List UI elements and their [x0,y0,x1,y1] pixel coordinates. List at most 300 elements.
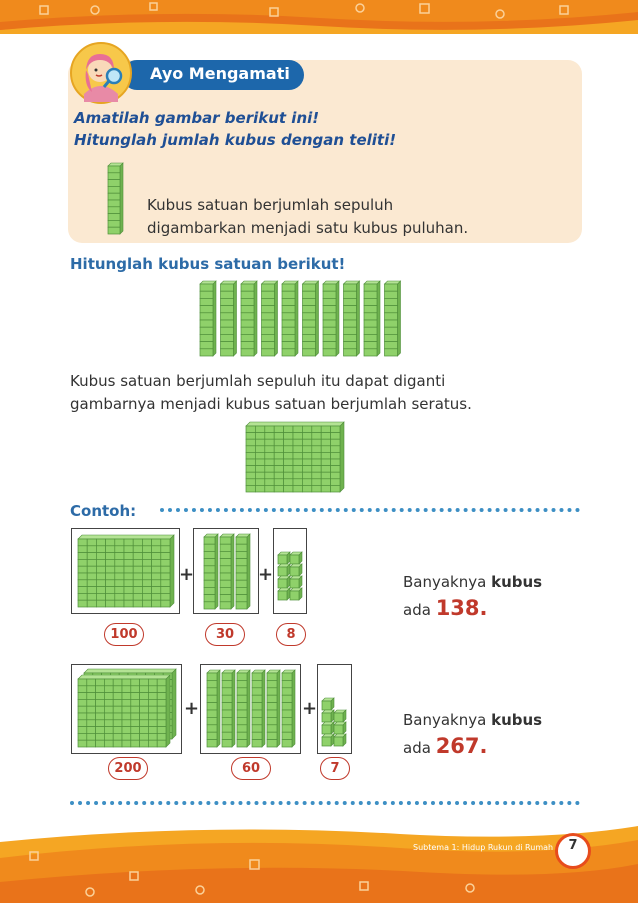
rod-top-face [323,281,339,284]
unit-cube [106,539,115,546]
unit-cube [221,327,234,334]
unit-cube [282,680,292,687]
unit-cube [131,727,140,734]
unit-cube [312,452,321,459]
unit-cube [148,693,157,700]
unit-cube [321,472,330,479]
unit-cube [321,446,330,453]
tens-card [193,528,259,614]
unit-cube [246,439,255,446]
unit-cube [104,720,113,727]
unit-cube [385,291,398,298]
unit-cube [87,566,96,573]
unit-cube [267,740,277,747]
unit-cube [323,327,336,334]
unit-cube [255,433,264,440]
unit-cube [385,349,398,356]
unit-cube [140,693,149,700]
unit-cube [142,573,151,580]
unit-cube [344,291,357,298]
dotted-divider [160,508,580,512]
rod-side-face [295,281,298,356]
unit-cube [290,567,299,576]
flat-top-face [78,535,174,539]
unit-cube [282,695,292,702]
unit-cube [265,485,274,492]
unit-cube [113,706,122,713]
unit-cube [255,426,264,433]
unit-cube [331,452,340,459]
unit-cube [131,740,140,747]
unit-cube [207,703,217,710]
unit-cube [237,732,247,739]
rod-side-face [234,281,237,356]
ten-rod-illustration [106,162,126,236]
unit-cube [113,713,122,720]
unit-cube [78,727,87,734]
unit-cube [115,539,124,546]
unit-cube [207,740,217,747]
unit-cube [265,439,274,446]
unit-cube [113,727,122,734]
unit-cube [140,679,149,686]
unit-cube [303,342,316,349]
unit-cube [344,334,357,341]
unit-cube [222,703,232,710]
plus-sign: + [184,698,200,719]
unit-cube [148,679,157,686]
unit-cube [302,479,311,486]
rod-side-face [292,670,295,747]
unit-cube [252,717,262,724]
unit-cube [133,546,142,553]
unit-cube [157,713,166,720]
unit-cube [220,580,231,587]
unit-cube [207,710,217,717]
unit-cube [312,446,321,453]
unit-cube [148,713,157,720]
rod-top-face [364,281,380,284]
unit-cube [274,485,283,492]
unit-cube [87,720,96,727]
unit-cube [331,459,340,466]
top-decorative-band [0,0,638,34]
unit-cube [303,327,316,334]
unit-cube [200,284,213,291]
rod-note-line-2: digambarkan menjadi satu kubus puluhan. [147,219,469,237]
unit-cube [131,699,140,706]
unit-cube [302,485,311,492]
rod-side-face [215,534,218,609]
result-line-2: ada 267. [403,734,488,758]
unit-cube [96,580,105,587]
unit-cube [140,713,149,720]
unit-cube [207,673,217,680]
rod-side-face [232,670,235,747]
unit-cube [222,680,232,687]
unit-cube [282,313,295,320]
unit-cube [290,579,299,588]
unit-cube [267,703,277,710]
unit-cube [131,686,140,693]
unit-cube [282,703,292,710]
hundreds-card [71,528,180,614]
unit-cube [262,284,275,291]
unit-cube [237,673,247,680]
result-line-1: Banyaknya kubus [403,711,543,729]
rod-side-face [398,281,401,356]
unit-cube [312,426,321,433]
unit-cube [161,566,170,573]
unit-cube [364,298,377,305]
rod-side-face [217,670,220,747]
unit-cube [204,573,215,580]
unit-cube [221,320,234,327]
rod-side-face [247,534,250,609]
unit-cube [236,587,247,594]
unit-cube [152,587,161,594]
unit-cube [157,720,166,727]
unit-cube [200,313,213,320]
unit-cube [241,342,254,349]
unit-cube [148,727,157,734]
unit-cube [204,595,215,602]
unit-cube [385,334,398,341]
unit-cube [303,298,316,305]
unit-cube [78,686,87,693]
example-label: Contoh: [70,502,137,520]
girl-with-magnifier-icon [70,42,132,104]
unit-cube [122,679,131,686]
unit-cube [282,717,292,724]
unit-cube [131,733,140,740]
unit-cube [255,485,264,492]
unit-cube [274,446,283,453]
unit-cube [246,479,255,486]
unit-cube [207,725,217,732]
unit-cube [282,673,292,680]
unit-cube [220,537,231,544]
unit-cube [312,472,321,479]
unit-cube [200,349,213,356]
unit-cube [236,573,247,580]
unit-cube [241,291,254,298]
unit-cube [284,446,293,453]
unit-cube [282,349,295,356]
unit-cube [274,472,283,479]
unit-cube [222,717,232,724]
unit-cube [284,426,293,433]
unit-cube [106,559,115,566]
rod-top-face [282,281,298,284]
unit-cube [282,710,292,717]
unit-cube [236,566,247,573]
unit-cube [278,579,287,588]
unit-cube [96,546,105,553]
unit-cube [140,740,149,747]
unit-cube [323,349,336,356]
unit-cube [87,740,96,747]
unit-cube [157,740,166,747]
unit-cube [385,306,398,313]
unit-cube [344,298,357,305]
unit-cube [237,717,247,724]
ones-card [273,528,307,614]
unit-cube [106,593,115,600]
unit-cube [142,546,151,553]
unit-cube [312,459,321,466]
unit-cube [220,595,231,602]
unit-cube [255,459,264,466]
unit-cube [220,551,231,558]
unit-cube [220,559,231,566]
tens-value: 30 [205,623,245,646]
plus-sign: + [302,698,318,719]
page-number: 7 [568,838,578,853]
unit-cube [237,695,247,702]
unit-cube [241,349,254,356]
unit-cube [122,686,131,693]
unit-cube [265,459,274,466]
unit-cube [78,600,87,607]
rod-top-face [108,163,123,166]
unit-cube [252,725,262,732]
unit-cube [262,342,275,349]
unit-cube [87,587,96,594]
unit-cube [323,306,336,313]
unit-cube [115,573,124,580]
unit-cube [220,566,231,573]
unit-cube [157,733,166,740]
unit-cube [104,679,113,686]
unit-cube [303,334,316,341]
unit-cube [331,433,340,440]
unit-cube [204,537,215,544]
hundred-flat [244,420,348,494]
unit-cube [222,732,232,739]
unit-cube [96,566,105,573]
unit-cube [255,439,264,446]
unit-cube [207,732,217,739]
unit-cube [96,720,105,727]
unit-cube [284,459,293,466]
unit-cube [207,695,217,702]
ones-value: 8 [276,623,306,646]
unit-cube [246,472,255,479]
unit-cube [204,602,215,609]
unit-cube [334,737,343,746]
unit-cube [322,725,331,734]
flat-side-face [340,422,344,492]
unit-cube [140,699,149,706]
unit-cube [78,539,87,546]
unit-cube [344,327,357,334]
unit-cube [322,737,331,746]
unit-cube [220,602,231,609]
unit-cube [364,313,377,320]
unit-cube [108,200,120,207]
unit-cube [255,479,264,486]
unit-cube [87,706,96,713]
instruction-observe: Amatilah gambar berikut ini! [74,109,320,127]
unit-cube [252,688,262,695]
unit-cube [108,166,120,173]
unit-cube [282,320,295,327]
unit-cube [323,320,336,327]
unit-cube [87,727,96,734]
unit-cube [78,580,87,587]
unit-cube [246,466,255,473]
unit-cube [87,593,96,600]
unit-cube [364,320,377,327]
unit-cube [246,433,255,440]
unit-cube [96,713,105,720]
unit-cube [364,327,377,334]
unit-cube [113,679,122,686]
unit-cube [237,740,247,747]
unit-cube [131,713,140,720]
unit-cube [87,559,96,566]
hundreds-value: 100 [104,623,144,646]
unit-cube [108,193,120,200]
rod-top-face [262,281,278,284]
unit-cube [321,439,330,446]
unit-cube [87,546,96,553]
unit-cube [161,580,170,587]
unit-cube [331,472,340,479]
unit-cube [246,459,255,466]
unit-cube [274,466,283,473]
unit-cube [385,313,398,320]
unit-cube [140,727,149,734]
unit-cube [148,686,157,693]
plus-sign: + [179,564,195,585]
unit-cube [157,699,166,706]
unit-cube [221,349,234,356]
unit-cube [161,600,170,607]
unit-cube [255,472,264,479]
unit-cube [152,546,161,553]
unit-cube [222,673,232,680]
unit-cube [152,580,161,587]
rod-note-line-1: Kubus satuan berjumlah sepuluh [147,196,394,214]
unit-cube [142,559,151,566]
unit-cube [157,686,166,693]
unit-cube [87,733,96,740]
unit-cube [124,566,133,573]
unit-cube [78,720,87,727]
unit-cube [204,544,215,551]
unit-cube [200,306,213,313]
rod-top-face [303,281,319,284]
flat-top-face [78,675,170,679]
unit-cube [152,573,161,580]
unit-cube [161,593,170,600]
flat-top-face [84,669,176,673]
unit-cube [221,284,234,291]
unit-cube [200,291,213,298]
unit-cube [133,566,142,573]
unit-cube [108,173,120,180]
unit-cube [106,553,115,560]
unit-cube [104,686,113,693]
unit-cube [122,727,131,734]
tens-value: 60 [231,757,271,780]
unit-cube [96,693,105,700]
unit-cube [133,600,142,607]
unit-cube [108,186,120,193]
unit-cube [96,679,105,686]
unit-cube [113,693,122,700]
unit-cube [246,452,255,459]
unit-cube [157,693,166,700]
unit-cube [148,740,157,747]
unit-cube [364,284,377,291]
result-line-1: Banyaknya kubus [403,573,543,591]
rod-side-face [277,670,280,747]
unit-cube [282,725,292,732]
unit-cube [142,566,151,573]
rod-side-face [316,281,319,356]
unit-cube [124,593,133,600]
unit-cube [331,426,340,433]
unit-cube [321,426,330,433]
unit-cube [274,479,283,486]
unit-cube [222,695,232,702]
unit-cube [157,706,166,713]
unit-cube [278,591,287,600]
unit-cube [96,573,105,580]
unit-cube [152,559,161,566]
unit-cube [108,207,120,214]
unit-cube [331,466,340,473]
unit-cube [321,479,330,486]
unit-cube [262,349,275,356]
unit-cube [237,710,247,717]
unit-cube [115,566,124,573]
unit-cube [302,459,311,466]
replace-text-line-2: gambarnya menjadi kubus satuan berjumlah seratus. [70,395,472,413]
unit-cube [252,703,262,710]
unit-cube [364,306,377,313]
unit-cube [331,485,340,492]
unit-cube [282,284,295,291]
unit-cube [87,693,96,700]
unit-cube [274,433,283,440]
rod-side-face [120,163,123,234]
unit-cube [96,559,105,566]
ten-rods-group [198,280,408,358]
unit-cube [157,679,166,686]
unit-cube [323,298,336,305]
unit-cube [115,600,124,607]
unit-cube [303,291,316,298]
unit-cube [133,587,142,594]
unit-cube [152,566,161,573]
rod-top-face [221,281,237,284]
unit-cube [302,439,311,446]
unit-cube [321,466,330,473]
unit-cube [104,706,113,713]
unit-cube [78,587,87,594]
unit-cube [236,551,247,558]
unit-cube [241,313,254,320]
unit-cube [282,298,295,305]
unit-cube [267,732,277,739]
unit-cube [221,306,234,313]
unit-cube [140,733,149,740]
unit-cube [142,587,151,594]
